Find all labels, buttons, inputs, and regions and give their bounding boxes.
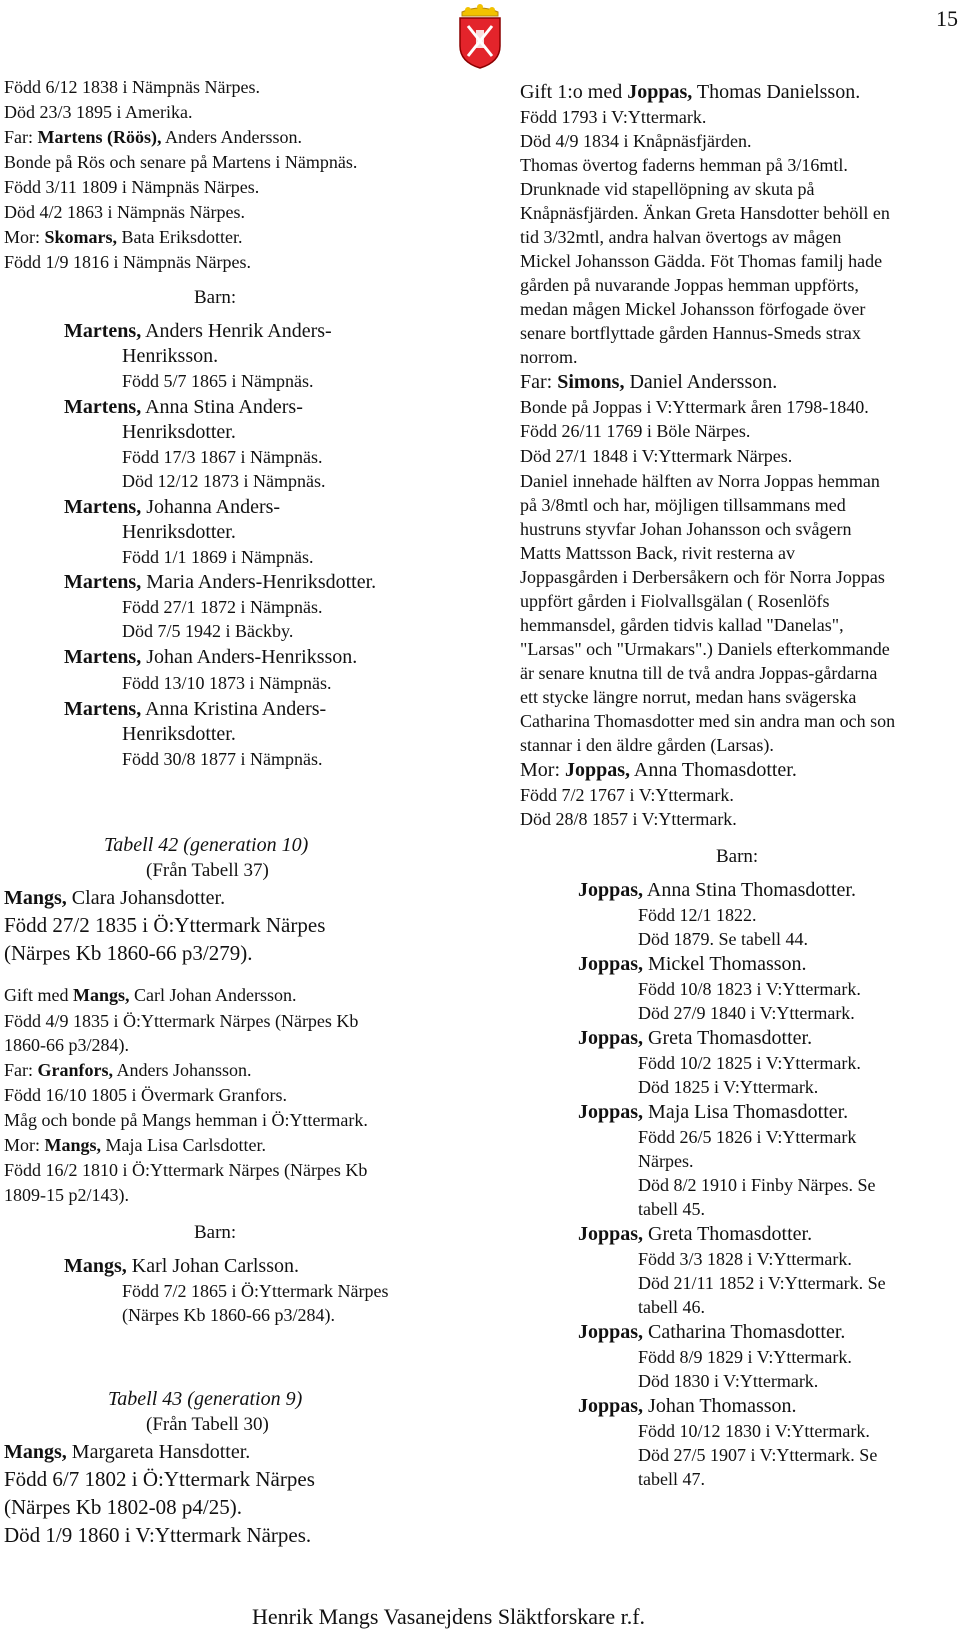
surname: Simons, — [557, 371, 625, 393]
line-text: Död 27/9 1840 i V:Yttermark. — [638, 1003, 855, 1023]
text-line — [104, 834, 308, 856]
line-text: Henriksdotter. — [122, 521, 236, 543]
line-text: Thomas Danielsson. — [692, 81, 861, 103]
text-line — [122, 344, 218, 368]
line-prefix: Mor: — [4, 1135, 45, 1155]
text-line — [520, 542, 795, 564]
line-text: 1860-66 p3/284). — [4, 1035, 129, 1055]
line-text: norrom. — [520, 347, 578, 367]
text-line — [638, 1420, 870, 1442]
line-text: (Närpes Kb 1860-66 p3/284). — [122, 1305, 335, 1325]
text-line — [64, 645, 357, 669]
text-line — [638, 1052, 861, 1074]
line-text: Johan Thomasson. — [643, 1395, 797, 1417]
text-line — [4, 1134, 266, 1156]
line-text: Johan Anders-Henriksson. — [141, 646, 358, 668]
line-text: Född 16/2 1810 i Ö:Yttermark Närpes (Närpes Kb — [4, 1160, 368, 1180]
line-text: Född 17/3 1867 i Nämpnäs. — [122, 447, 323, 467]
line-text: Barn: — [194, 287, 237, 308]
text-line — [578, 878, 856, 902]
text-line — [520, 470, 880, 492]
text-line — [520, 784, 734, 806]
line-text: Bata Eriksdotter. — [117, 227, 243, 247]
text-line — [122, 446, 323, 468]
line-text: Anders Henrik Anders- — [141, 320, 332, 342]
line-text: Död 28/8 1857 i V:Yttermark. — [520, 809, 737, 829]
line-text: Greta Thomasdotter. — [643, 1027, 813, 1049]
line-text: Död 23/3 1895 i Amerika. — [4, 102, 193, 122]
line-text: Knåpnäsfjärden. Änkan Greta Hansdotter behöll en — [520, 203, 890, 223]
surname: Mangs, — [64, 1255, 127, 1277]
surname: Joppas, — [578, 1223, 644, 1245]
text-line — [4, 101, 192, 123]
line-text: Född 1793 i V:Yttermark. — [520, 107, 707, 127]
line-text: Född 12/1 1822. — [638, 905, 757, 925]
line-text: uppfört gården i Fiolvallsgälan ( Rosenlöfs — [520, 591, 830, 611]
line-text: Född 10/8 1823 i V:Yttermark. — [638, 979, 861, 999]
text-line — [520, 274, 859, 296]
text-line — [4, 76, 260, 98]
text-line — [4, 251, 251, 273]
text-line — [122, 470, 325, 492]
text-line — [520, 370, 777, 394]
line-text: (Från Tabell 30) — [146, 1414, 269, 1435]
line-text: senare bortflyttade gården Hannus-Smeds strax — [520, 323, 861, 343]
text-line — [194, 287, 236, 309]
text-line — [638, 978, 861, 1000]
line-text: Anna Thomasdotter. — [630, 759, 797, 781]
surname: Joppas, — [627, 81, 693, 103]
line-text: Margareta Hansdotter. — [66, 1441, 251, 1463]
line-text: Död 1879. Se tabell 44. — [638, 929, 808, 949]
text-line — [4, 1466, 315, 1492]
line-text: hemmansdel, gården tidvis kallad "Danelas", — [520, 615, 844, 635]
line-text: Född 10/2 1825 i V:Yttermark. — [638, 1053, 861, 1073]
text-line — [4, 151, 357, 173]
page-number: 15 — [936, 6, 958, 31]
line-text: Bonde på Rös och senare på Martens i Nämpnäs. — [4, 152, 358, 172]
line-text: medan mågen Mickel Johansson förfogade över — [520, 299, 866, 319]
text-line — [122, 620, 293, 642]
line-text: tabell 46. — [638, 1297, 705, 1317]
text-line — [638, 1296, 705, 1318]
line-text: Född 1/1 1869 i Nämpnäs. — [122, 547, 314, 567]
line-text: gården på nuvarande Joppas hemman uppförts, — [520, 275, 859, 295]
surname: Joppas, — [578, 879, 644, 901]
line-text: tid 3/32mtl, andra halvan övertogs av mågen — [520, 227, 842, 247]
line-text: Johanna Anders- — [141, 496, 281, 518]
line-text: Henriksdotter. — [122, 723, 236, 745]
text-line — [520, 322, 861, 344]
line-text: Född 27/2 1835 i Ö:Yttermark Närpes — [4, 913, 326, 937]
line-text: Henriksdotter. — [122, 421, 236, 443]
line-text: Född 8/9 1829 i V:Yttermark. — [638, 1347, 852, 1367]
line-text: Född 7/2 1767 i V:Yttermark. — [520, 785, 734, 805]
text-line — [520, 734, 774, 756]
text-line — [146, 860, 269, 882]
line-text: (Närpes Kb 1802-08 p4/25). — [4, 1495, 242, 1519]
surname: Granfors, — [37, 1060, 113, 1080]
line-text: Daniel innehade hälften av Norra Joppas hemman — [520, 471, 880, 491]
line-text: Daniel Andersson. — [624, 371, 778, 393]
text-line — [520, 566, 885, 588]
line-text: Mickel Johansson Gädda. Föt Thomas familj hade — [520, 251, 883, 271]
line-text: Född 3/3 1828 i V:Yttermark. — [638, 1249, 852, 1269]
surname: Joppas, — [565, 759, 631, 781]
text-line — [122, 748, 323, 770]
text-line — [638, 1150, 693, 1172]
text-line — [520, 178, 814, 200]
text-line — [638, 1126, 856, 1148]
text-line — [578, 1320, 845, 1344]
line-prefix: Far: — [520, 371, 558, 393]
surname: Skomars, — [44, 227, 118, 247]
line-prefix: Far: — [4, 127, 38, 147]
text-line — [638, 928, 808, 950]
text-line — [520, 298, 865, 320]
text-line — [638, 1370, 818, 1392]
text-line — [520, 396, 869, 418]
line-text: tabell 45. — [638, 1199, 705, 1219]
line-prefix: Gift med — [4, 985, 73, 1005]
coat-of-arms-icon — [456, 2, 504, 70]
text-line — [578, 1394, 797, 1418]
line-prefix: Mor: — [4, 227, 45, 247]
line-text: Anna Stina Anders- — [141, 396, 303, 418]
text-line — [638, 904, 757, 926]
surname: Mangs, — [73, 985, 130, 1005]
text-line — [520, 346, 578, 368]
line-text: Tabell 43 (generation 9) — [108, 1388, 303, 1410]
surname: Mangs, — [4, 887, 67, 909]
surname: Martens, — [64, 396, 142, 418]
text-line — [520, 710, 895, 732]
line-text: (Från Tabell 37) — [146, 860, 269, 881]
line-text: Måg och bonde på Mangs hemman i Ö:Yttermark. — [4, 1110, 368, 1130]
text-line — [520, 808, 737, 830]
line-text: Catharina Thomasdotter. — [643, 1321, 846, 1343]
surname: Martens, — [64, 496, 142, 518]
line-text: Clara Johansdotter. — [66, 887, 226, 909]
text-line — [520, 226, 841, 248]
line-text: Matts Mattsson Back, rivit resterna av — [520, 543, 795, 563]
line-text: tabell 47. — [638, 1469, 705, 1489]
line-text: Anders Johansson. — [113, 1060, 252, 1080]
text-line — [122, 1304, 335, 1326]
line-text: på 3/8mtl och har, möjligen tillsammans med — [520, 495, 846, 515]
text-line — [4, 1494, 242, 1520]
text-line — [520, 250, 882, 272]
line-text: stannar i den äldre gården (Larsas). — [520, 735, 774, 755]
text-line — [4, 1034, 129, 1056]
surname: Martens, — [64, 646, 142, 668]
surname: Martens, — [64, 571, 142, 593]
text-line — [4, 886, 225, 910]
text-line — [638, 1174, 876, 1196]
text-line — [4, 126, 302, 148]
line-text: Död 1830 i V:Yttermark. — [638, 1371, 819, 1391]
surname: Martens, — [64, 320, 142, 342]
text-line — [578, 1222, 812, 1246]
text-line — [520, 445, 792, 467]
line-text: Tabell 42 (generation 10) — [104, 834, 309, 856]
line-text: Maja Lisa Carlsdotter. — [101, 1135, 266, 1155]
line-text: Född 5/7 1865 i Nämpnäs. — [122, 371, 314, 391]
line-text: är senare knutna till de två andra Joppas-gårdarna — [520, 663, 878, 683]
text-line — [4, 1109, 368, 1131]
text-line — [520, 130, 751, 152]
line-text: Född 7/2 1865 i Ö:Yttermark Närpes — [122, 1281, 389, 1301]
text-line — [638, 1346, 852, 1368]
text-line — [122, 370, 314, 392]
text-line — [194, 1222, 236, 1244]
line-prefix: Gift 1:o med — [520, 81, 628, 103]
text-line — [122, 520, 236, 544]
line-text: Född 6/7 1802 i Ö:Yttermark Närpes — [4, 1467, 315, 1491]
line-text: Maja Lisa Thomasdotter. — [643, 1101, 849, 1123]
surname: Joppas, — [578, 1027, 644, 1049]
line-text: "Larsas" och "Urmakars".) Daniels efterkommande — [520, 639, 890, 659]
text-line — [578, 1100, 848, 1124]
text-line — [64, 319, 332, 343]
line-text: Anders Andersson. — [161, 127, 302, 147]
text-line — [4, 176, 259, 198]
line-text: Drunknade vid stapellöpning av skuta på — [520, 179, 815, 199]
line-text: Greta Thomasdotter. — [643, 1223, 813, 1245]
text-line — [520, 106, 706, 128]
text-line — [4, 1010, 358, 1032]
text-line — [4, 940, 252, 966]
line-text: Karl Johan Carlsson. — [126, 1255, 299, 1277]
text-line — [122, 722, 236, 746]
text-line — [122, 596, 323, 618]
line-text: Född 3/11 1809 i Nämpnäs Närpes. — [4, 177, 260, 197]
text-line — [638, 1076, 818, 1098]
text-line — [146, 1414, 269, 1436]
footer: Henrik Mangs Vasanejdens Släktforskare r.f. — [252, 1604, 646, 1629]
line-text: Joppasgården i Derbersåkern och för Norra Joppas — [520, 567, 885, 587]
line-text: Död 12/12 1873 i Nämpnäs. — [122, 471, 326, 491]
line-text: Maria Anders-Henriksdotter. — [141, 571, 377, 593]
line-text: Född 30/8 1877 i Nämpnäs. — [122, 749, 323, 769]
text-line — [520, 518, 851, 540]
text-line — [64, 570, 376, 594]
text-line — [4, 226, 243, 248]
text-line — [4, 1084, 287, 1106]
text-line — [64, 697, 326, 721]
text-line — [520, 758, 797, 782]
line-prefix: Far: — [4, 1060, 38, 1080]
text-line — [4, 1522, 311, 1548]
text-line — [638, 1198, 705, 1220]
line-text: Död 4/9 1834 i Knåpnäsfjärden. — [520, 131, 752, 151]
text-line — [64, 1254, 299, 1278]
surname: Martens (Röös), — [37, 127, 162, 147]
surname: Joppas, — [578, 953, 644, 975]
line-text: 1809-15 p2/143). — [4, 1185, 129, 1205]
line-prefix: Mor: — [520, 759, 565, 781]
line-text: Född 26/5 1826 i V:Yttermark — [638, 1127, 857, 1147]
text-line — [4, 912, 325, 938]
line-text: Mickel Thomasson. — [643, 953, 807, 975]
text-line — [716, 846, 758, 868]
line-text: Död 1825 i V:Yttermark. — [638, 1077, 819, 1097]
surname: Joppas, — [578, 1321, 644, 1343]
line-text: hustruns styvfar Johan Johansson och svågern — [520, 519, 852, 539]
line-text: Anna Stina Thomasdotter. — [643, 879, 856, 901]
text-line — [4, 1440, 250, 1464]
line-text: Henriksson. — [122, 345, 219, 367]
line-text: Thomas övertog faderns hemman på 3/16mtl. — [520, 155, 848, 175]
text-line — [520, 662, 877, 684]
text-line — [108, 1388, 302, 1410]
line-text: Död 1/9 1860 i V:Yttermark Närpes. — [4, 1523, 312, 1547]
text-line — [578, 1026, 812, 1050]
text-line — [4, 1059, 252, 1081]
text-line — [122, 546, 314, 568]
line-text: Catharina Thomasdotter med sin andra man och son — [520, 711, 896, 731]
line-text: Anna Kristina Anders- — [141, 698, 327, 720]
text-line — [122, 672, 332, 694]
text-line — [520, 686, 856, 708]
surname: Joppas, — [578, 1101, 644, 1123]
text-line — [520, 614, 844, 636]
line-text: Död 27/5 1907 i V:Yttermark. Se — [638, 1445, 878, 1465]
line-text: Född 13/10 1873 i Nämpnäs. — [122, 673, 332, 693]
text-line — [122, 420, 236, 444]
line-text: Död 7/5 1942 i Bäckby. — [122, 621, 294, 641]
text-line — [520, 420, 750, 442]
line-text: Bonde på Joppas i V:Yttermark åren 1798-1840. — [520, 397, 869, 417]
text-line — [4, 1184, 129, 1206]
text-line — [638, 1444, 877, 1466]
line-text: Född 4/9 1835 i Ö:Yttermark Närpes (Närpes Kb — [4, 1011, 359, 1031]
line-text: Barn: — [716, 846, 759, 867]
line-text: Född 6/12 1838 i Nämpnäs Närpes. — [4, 77, 260, 97]
line-text: Barn: — [194, 1222, 237, 1243]
text-line — [638, 1248, 852, 1270]
text-line — [638, 1468, 705, 1490]
line-text: (Närpes Kb 1860-66 p3/279). — [4, 941, 253, 965]
text-line — [520, 154, 848, 176]
surname: Martens, — [64, 698, 142, 720]
text-line — [122, 1280, 388, 1302]
text-line — [638, 1002, 855, 1024]
line-text: Död 8/2 1910 i Finby Närpes. Se — [638, 1175, 876, 1195]
text-line — [4, 1159, 367, 1181]
text-line — [520, 80, 860, 104]
surname: Mangs, — [44, 1135, 102, 1155]
line-text: Född 16/10 1805 i Övermark Granfors. — [4, 1085, 287, 1105]
line-text: Närpes. — [638, 1151, 694, 1171]
surname: Mangs, — [4, 1441, 67, 1463]
text-line — [520, 590, 829, 612]
text-line — [64, 495, 280, 519]
line-text: ett stycke längre norrut, medan hans svägerska — [520, 687, 857, 707]
text-line — [520, 638, 890, 660]
surname: Joppas, — [578, 1395, 644, 1417]
line-text: Född 10/12 1830 i V:Yttermark. — [638, 1421, 870, 1441]
text-line — [578, 952, 807, 976]
line-text: Född 26/11 1769 i Böle Närpes. — [520, 421, 751, 441]
text-line — [4, 984, 297, 1006]
line-text: Carl Johan Andersson. — [129, 985, 297, 1005]
text-line — [520, 494, 846, 516]
line-text: Död 21/11 1852 i V:Yttermark. Se — [638, 1273, 886, 1293]
line-text: Född 27/1 1872 i Nämpnäs. — [122, 597, 323, 617]
text-line — [64, 395, 303, 419]
text-line — [520, 202, 890, 224]
line-text: Född 1/9 1816 i Nämpnäs Närpes. — [4, 252, 251, 272]
line-text: Död 4/2 1863 i Nämpnäs Närpes. — [4, 202, 245, 222]
text-line — [4, 201, 245, 223]
line-text: Död 27/1 1848 i V:Yttermark Närpes. — [520, 446, 793, 466]
text-line — [638, 1272, 886, 1294]
